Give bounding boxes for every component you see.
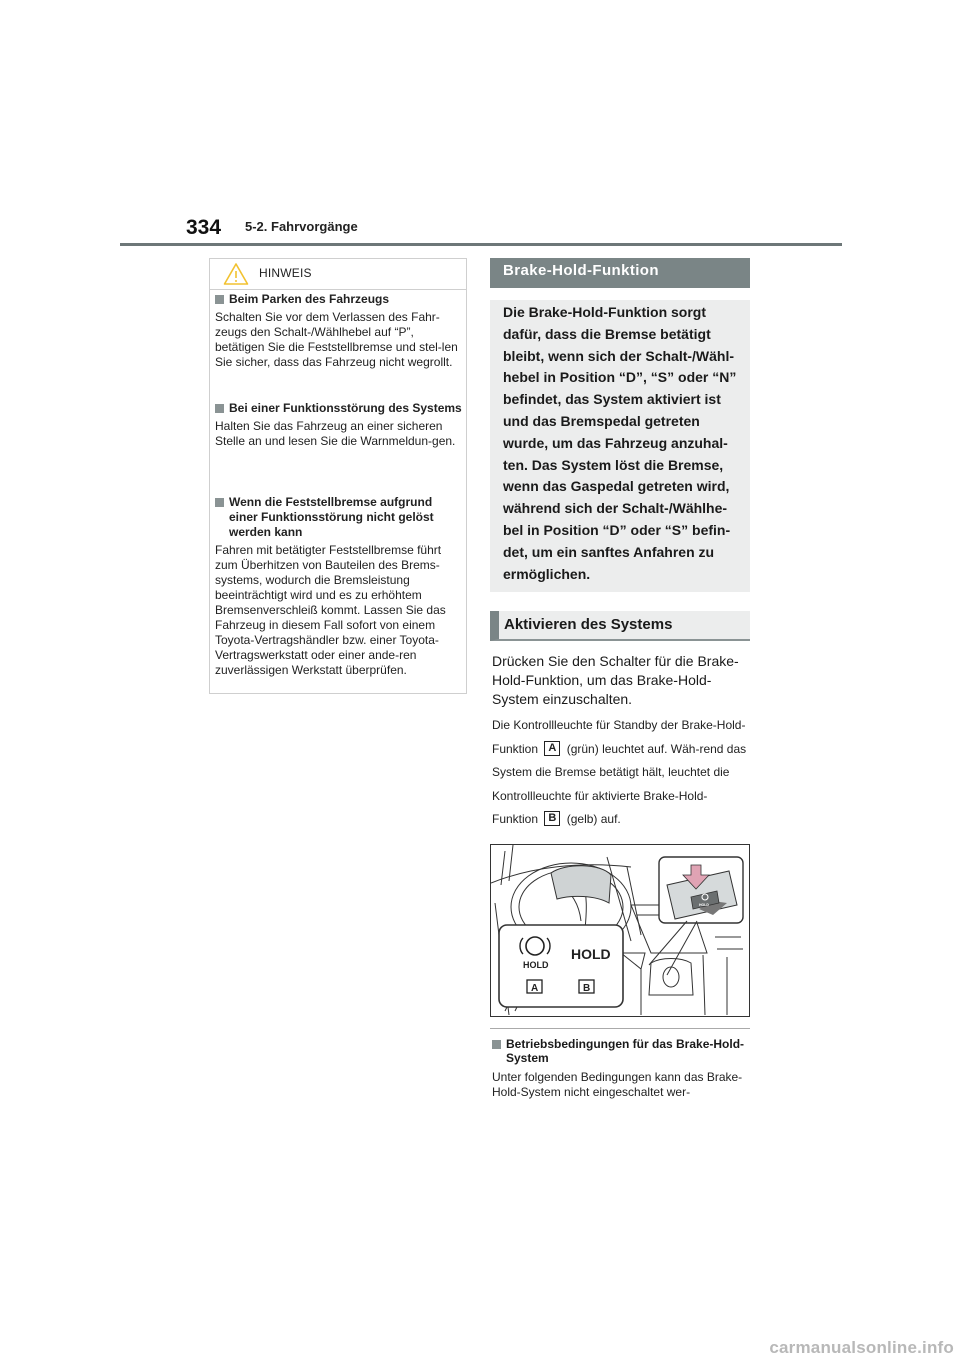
instruction-text: Drücken Sie den Schalter für die Brake-Hold-Funktion, um das Brake-Hold-System einzuschalten. [492, 653, 739, 707]
explanation-part: Die Kontrollleuchte für Standby der Brake-Hold-Funktion [492, 718, 746, 756]
switch-hold-label: HOLD [699, 903, 709, 907]
notice-title: HINWEIS [259, 266, 312, 280]
watermark-text: carmanualsonline.info [769, 1338, 954, 1357]
section-divider [490, 1028, 750, 1029]
notice-box [209, 258, 467, 694]
label-a-marker: A [544, 741, 560, 756]
figure-label-b: B [583, 983, 591, 994]
bullet-square-icon [492, 1040, 501, 1049]
notice-item-text: Schalten Sie vor dem Verlassen des Fahr-zeugs den Schalt-/Wählhebel auf “P”, betätigen Sie die Feststellbremse und stel-len Sie sicher, dass das Fahrzeug nicht wegrollt. [215, 310, 458, 369]
section-title-bar: Brake-Hold-Funktion [490, 258, 750, 288]
conditions-text: Unter folgenden Bedingungen kann das Brake-Hold-System nicht eingeschaltet wer- [492, 1070, 743, 1099]
notice-item-heading [215, 495, 462, 540]
notice-item [215, 292, 462, 370]
intro-panel [490, 300, 750, 592]
explanation-part: (grün) leuchtet auf. Wäh-rend das System die Bremse betätigt hält, leuchtet die Kontrollleuchte für aktivierte Brake-Hold-Funktion [492, 741, 747, 827]
indicator-callout [499, 925, 645, 1007]
bullet-square-icon [215, 498, 224, 507]
explanation-part: (gelb) auf. [566, 812, 621, 827]
warning-triangle-icon [223, 262, 249, 286]
hold-symbol-label: HOLD [523, 960, 549, 970]
switch-callout [649, 857, 743, 975]
intro-text: Die Brake-Hold-Funktion sorgt dafür, dass die Bremse betätigt bleibt, wenn sich der Schalt-/Wähl-hebel in Position “D”, “S” oder “N” befindet, das System aktiviert ist und das Bremspedal getreten wurde, um das Fahrzeug anzuhal-ten. Das System löst die Bremse, wenn das Gaspedal getreten wird, während sich der Schalt-/Wählhe-bel in Position “D” oder “S” befin-det, um ein sanftes Anfahren zu ermöglichen. [503, 304, 737, 582]
conditions-heading [492, 1037, 748, 1065]
explanation-text [492, 714, 750, 832]
notice-header [210, 259, 466, 290]
notice-item-heading [215, 292, 462, 307]
notice-item-heading-text: Bei einer Funktionsstörung des Systems [229, 401, 462, 415]
notice-item [215, 401, 462, 449]
figure-label-a: A [531, 983, 539, 994]
notice-item-heading [215, 401, 462, 416]
notice-item-text: Fahren mit betätigter Feststellbremse führt zum Überhitzen von Bauteilen des Brems-systems, wodurch die Bremsleistung beeinträchtigt wird und es zu erhöhtem Bremsenverschleiß kommt. Lassen Sie das Fahrzeug in diesem Fall sofort von einem Toyota-Vertragshändler bzw. einer Toyota-Vertragswerkstatt oder einer ande-ren zuverlässigen Werkstatt überprüfen. [215, 543, 446, 677]
notice-item-text: Halten Sie das Fahrzeug an einer sicheren Stelle an und lesen Sie die Warnmeldun-gen. [215, 419, 456, 448]
section-label: 5-2. Fahrvorgänge [245, 219, 358, 234]
dashboard-drawing [491, 845, 749, 1016]
label-b-marker: B [544, 811, 560, 826]
footer-watermark [680, 1338, 960, 1358]
subsection-heading: Aktivieren des Systems [490, 611, 750, 641]
page-number: 334 [186, 216, 222, 239]
hold-text-indicator: HOLD [571, 946, 611, 962]
notice-item-heading-text: Wenn die Feststellbremse aufgrund einer Funktionsstörung nicht gelöst werden kann [229, 495, 434, 539]
bullet-square-icon [215, 295, 224, 304]
conditions-heading-text: Betriebsbedingungen für das Brake-Hold-System [506, 1037, 745, 1065]
header-divider [120, 243, 842, 246]
bullet-square-icon [215, 404, 224, 413]
notice-item-heading-text: Beim Parken des Fahrzeugs [229, 292, 390, 306]
notice-item [215, 495, 462, 678]
dashboard-illustration [490, 844, 750, 1017]
